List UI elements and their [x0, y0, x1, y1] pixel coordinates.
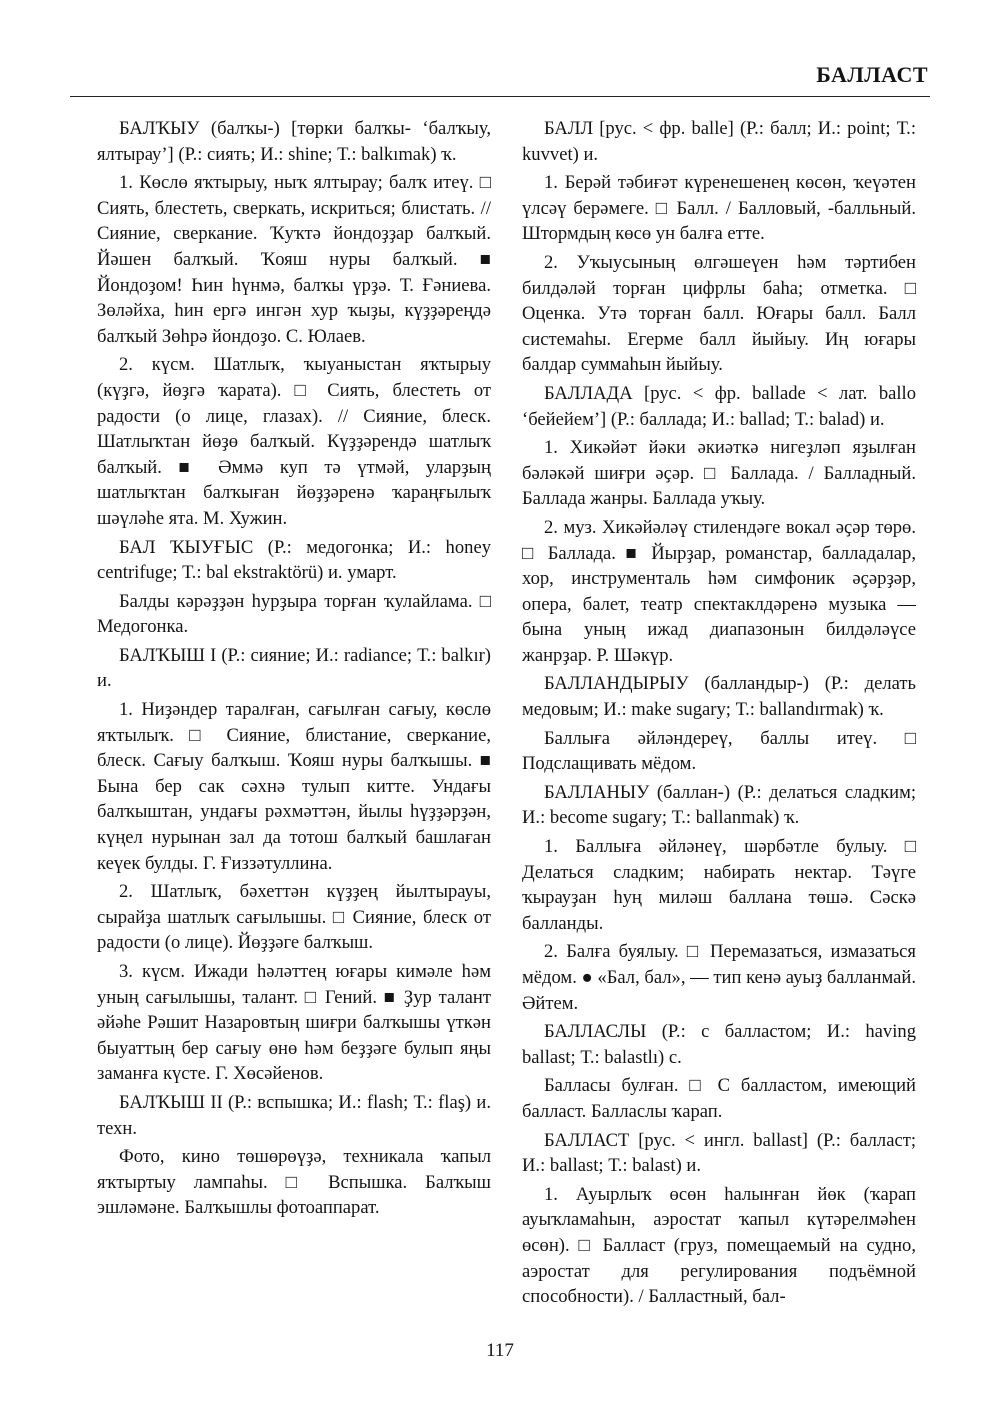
left-column	[97, 116, 491, 1224]
entry-paragraph: Балды кәрәҙҙән һурҙыра торған ҡулайлама. □ Медогонка.	[97, 590, 491, 638]
entry-paragraph: 3. күсм. Ижади һәләттең юғары кимәле һәм уның сағылышы, талант. □ Гений. ■ Ҙур талант әйәһе Рәшит Назаровтың шиғри балҡышы үткән быуаттың бер сағыу өнө һәм беҙҙәге булып яңы заманға күсте. Г. Хөсәйенов.	[97, 961, 491, 1085]
entry-paragraph: 2. Балға буялыу. □ Перемазаться, измазаться мёдом. ● «Бал, бал», — тип кенә ауыҙ балланмай. Әйтем.	[522, 941, 916, 1014]
page-number: 117	[486, 1340, 514, 1361]
right-column	[522, 116, 916, 1313]
entry-paragraph: 1. Хикәйәт йәки әкиәткә нигеҙләп яҙылған бәләкәй шиғри әҫәр. □ Баллада. / Балладный. Баллада жанры. Баллада уҡыу.	[522, 437, 916, 510]
entry-paragraph: 1. Ауырлыҡ өсөн һалынған йөк (ҡарап ауыҡламаһын, аэростат ҡапыл күтәрелмәһен өсөн). □ Балласт (груз, помещаемый на судно, аэростат для регулирования подъёмной способности). / Балластный, бал-	[522, 1183, 916, 1308]
entry-paragraph: БАЛЛАНДЫРЫУ (балландыр-) (Р.: делать медовым; И.: make sugary; Т.: ballandırmak) ҡ.	[522, 673, 916, 721]
entry-paragraph: БАЛҠЫШ I (Р.: сияние; И.: radiance; Т.: balkır) и.	[97, 644, 491, 692]
entry-paragraph: БАЛҠЫШ II (Р.: вспышка; И.: flash; Т.: flaş) и. техн.	[97, 1091, 491, 1139]
entry-paragraph: Фото, кино төшөрөүҙә, техникала ҡапыл яҡтыртыу лампаһы. □ Вспышка. Балҡыш эшләмәне. Балҡышлы фотоаппарат.	[97, 1146, 491, 1219]
entry-paragraph: БАЛЛАНЫУ (баллан-) (Р.: делаться сладким; И.: become sugary; Т.: ballanmak) ҡ.	[522, 781, 916, 829]
entry-paragraph: Баллыға әйләндереү, баллы итеү. □ Подслащивать мёдом.	[522, 727, 916, 775]
running-head: БАЛЛАСТ	[816, 62, 928, 87]
entry-paragraph: 1. Баллыға әйләнеү, шәрбәтле булыу. □ Делаться сладким; набирать нектар. Тәүге ҡырауҙан һуң миләш баллана төшә. Сәскә балланды.	[522, 836, 916, 934]
entry-paragraph: БАЛЛАСЛЫ (Р.: с балластом; И.: having ballast; Т.: balastlı) с.	[522, 1021, 916, 1068]
entry-paragraph: 1. Берәй тәбиғәт күренешенең көсөн, ҡеүәтен үлсәү берәмеге. □ Балл. / Балловый, -балльный. Штормдың көсө ун балға етте.	[522, 172, 916, 245]
entry-paragraph: 1. Көслө яҡтырыу, ныҡ ялтырау; балҡ итеү. □ Сиять, блестеть, сверкать, искриться; блистать. // Сияние, сверкание. Ҡуҡтә йондоҙҙар балҡый. Йәшен балҡый. Ҡояш нуры балҡый. ■ Йондоҙом! Һин һүнмә, балҡы үрҙә. Т. Ғәниева. Зөләйха, һин ергә ингән хур ҡыҙы, күҙҙәреңдә балҡый Зөһрә йондоҙо. С. Юлаев.	[97, 172, 491, 347]
entry-paragraph: 2. Уҡыусының өлгәшеүен һәм тәртибен билдәләй торған цифрлы баһа; отметка. □ Оценка. Утә торған балл. Юғары балл. Балл системаһы. Егерме балл йыйыу. Иң юғары балдар суммаһын йыйыу.	[522, 251, 916, 376]
entry-paragraph: 2. күсм. Шатлыҡ, ҡыуаныстан яҡтырыу (күҙгә, йөҙгә ҡарата). □ Сиять, блестеть от радости (о лице, глазах). // Сияние, блеск. Шатлыҡтан йөҙө балҡый. Күҙҙәрендә шатлыҡ балҡый. ■ Әммә куп тә үтмәй, уларҙың шатлыҡтан балҡыған йөҙҙәренә ҡараңғылыҡ шәүләһе ята. М. Хужин.	[97, 354, 491, 529]
entry-paragraph: 2. Шатлыҡ, бәхеттән күҙҙең йылтырауы, сырайҙа шатлыҡ сағылышы. □ Сияние, блеск от радости (о лице). Йөҙҙәге балҡыш.	[97, 881, 491, 954]
header-rule	[70, 96, 930, 97]
entry-paragraph: БАЛ ҠЫУҒЫС (Р.: медогонка; И.: honey centrifuge; Т.: bal ekstraktörü) и. умарт.	[97, 536, 491, 584]
entry-paragraph: БАЛЛАДА [рус. < фр. ballade < лат. ballo ‘бейейем’] (Р.: баллада; И.: ballad; Т.: balad) и.	[522, 382, 916, 430]
entry-paragraph: БАЛЛАСТ [рус. < ингл. ballast] (Р.: балласт; И.: ballast; Т.: balast) и.	[522, 1129, 916, 1177]
entry-paragraph: БАЛҠЫУ (балҡы-) [төрки балҡы- ‘балҡыу, ялтырау’] (Р.: сиять; И.: shine; Т.: balkımak) ҡ.	[97, 118, 491, 165]
entry-paragraph: 1. Ниҙәндер таралған, сағылған сағыу, көслө яҡтылыҡ. □ Сияние, блистание, сверкание, блеск. Сағыу балҡыш. Ҡояш нуры балҡышы. ■ Бына бер сак сәхнә тулып китте. Ундағы балҡыштан, ундағы рәхмәттән, йылы һүҙҙәрҙән, күңел нурынан зал да тотош балҡый башлаған кеүек булды. Г. Ғиззәтуллина.	[97, 699, 491, 874]
entry-paragraph: БАЛЛ [рус. < фр. balle] (Р.: балл; И.: point; Т.: kuvvet) и.	[522, 118, 916, 165]
entry-paragraph: Балласы булған. □ С балластом, имеющий балласт. Балласлы ҡарап.	[522, 1075, 916, 1122]
entry-paragraph: 2. муз. Хикәйәләү стилендәге вокал әҫәр төрө. □ Баллада. ■ Йырҙар, романстар, балладалар, хор, инструменталь һәм симфоник әҫәрҙәр, опера, балет, театр спектаклдәренә музыка — бына уның ижад диапазонын билдәләүсе жанрҙар. Р. Шәкүр.	[522, 516, 916, 666]
